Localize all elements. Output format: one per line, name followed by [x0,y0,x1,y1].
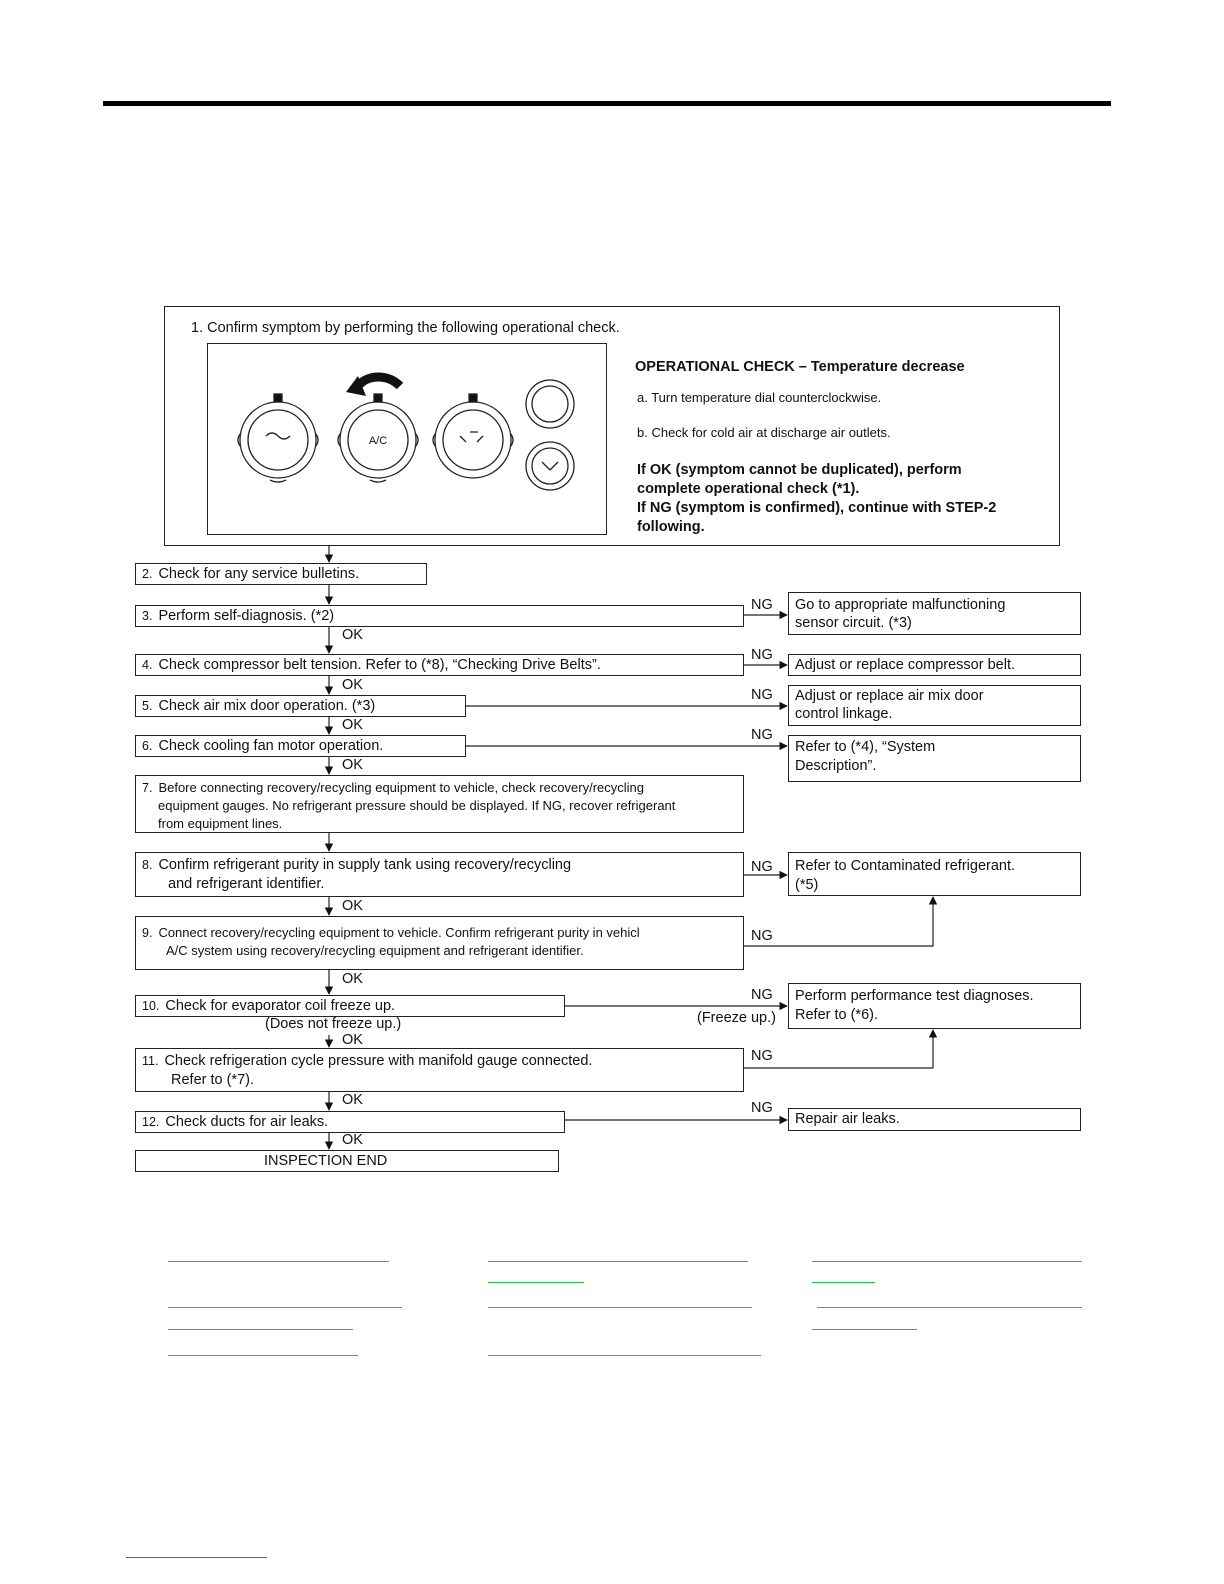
step-2-number: 2. [142,567,153,581]
result-10-line-1: Perform performance test diagnoses. [795,988,1034,1004]
reference-link-5[interactable] [812,1282,875,1283]
op-check-ok-1: If OK (symptom cannot be duplicated), perform [637,462,962,478]
step-7-line-3: from equipment lines. [158,816,283,831]
result-4-text: Adjust or replace compressor belt. [795,657,1016,673]
step-11-line-2: Refer to (*7). [171,1072,254,1088]
step-4-number: 4. [142,658,153,672]
result-10-note: (Freeze up.) [697,1010,776,1026]
step-3-number: 3. [142,609,153,623]
reference-link-3[interactable] [488,1282,584,1283]
result-6-line-1: Refer to (*4), “System [795,739,936,755]
ng-label-4: NG [751,647,773,663]
step-2-text: Check for any service bulletins. [158,566,360,582]
step-4-text: Check compressor belt tension. Refer to (*8), “Checking Drive Belts”. [158,657,601,673]
op-check-title: OPERATIONAL CHECK – Temperature decrease [635,359,965,375]
ok-label-10: OK [342,1032,363,1048]
reference-link-2[interactable] [488,1261,748,1262]
step-7-line-1: Before connecting recovery/recycling equipment to vehicle, check recovery/recycling [158,780,645,795]
step-10-text: Check for evaporator coil freeze up. [165,998,396,1014]
step-6-text: Check cooling fan motor operation. [158,738,384,754]
op-check-ok-2: complete operational check (*1). [637,481,860,497]
step-9-line-1: Connect recovery/recycling equipment to vehicle. Confirm refrigerant purity in vehicl [158,925,640,940]
step-9-line-2: A/C system using recovery/recycling equipment and refrigerant identifier. [166,943,584,958]
reference-link-7[interactable] [168,1329,353,1330]
ok-label-11: OK [342,1092,363,1108]
op-check-ng-2: following. [637,519,705,535]
reference-link-12[interactable] [488,1355,761,1356]
ng-label-3: NG [751,597,773,613]
result-5-line-1: Adjust or replace air mix door [795,688,984,704]
op-check-ng-1: If NG (symptom is confirmed), continue with STEP-2 [637,500,997,516]
step-12-text: Check ducts for air leaks. [165,1114,329,1130]
footer-link[interactable] [126,1557,267,1558]
ok-label-8: OK [342,898,363,914]
result-5-line-2: control linkage. [795,706,893,722]
ng-label-11: NG [751,1048,773,1064]
result-8-line-1: Refer to Contaminated refrigerant. [795,858,1016,874]
reference-link-6[interactable] [168,1307,402,1308]
step-9-number: 9. [142,926,153,940]
step-11-number: 11. [142,1054,159,1068]
reference-link-10[interactable] [812,1329,917,1330]
step-5-text: Check air mix door operation. (*3) [158,698,376,714]
step-1-label: 1. Confirm symptom by performing the following operational check. [191,320,620,336]
result-3-line-1: Go to appropriate malfunctioning [795,597,1006,613]
ok-label-5: OK [342,717,363,733]
ng-label-5: NG [751,687,773,703]
ok-label-9: OK [342,971,363,987]
ng-label-10: NG [751,987,773,1003]
reference-link-4[interactable] [812,1261,1082,1262]
ng-label-6: NG [751,727,773,743]
ng-label-12: NG [751,1100,773,1116]
step-8-number: 8. [142,858,153,872]
step-8-line-2: and refrigerant identifier. [168,876,325,892]
op-check-b: b. Check for cold air at discharge air outlets. [637,425,891,440]
step-11-line-1: Check refrigeration cycle pressure with manifold gauge connected. [164,1053,593,1069]
reference-link-9[interactable] [817,1307,1082,1308]
step-3-text: Perform self-diagnosis. (*2) [158,608,335,624]
result-3-line-2: sensor circuit. (*3) [795,615,912,631]
step-8-line-1: Confirm refrigerant purity in supply tank using recovery/recycling [158,857,572,873]
reference-link-8[interactable] [488,1307,752,1308]
result-10-line-2: Refer to (*6). [795,1007,878,1023]
result-8-line-2: (*5) [795,877,819,893]
op-check-a: a. Turn temperature dial counterclockwise. [637,390,882,405]
step-7-line-2: equipment gauges. No refrigerant pressure should be displayed. If NG, recover refrigerant [158,798,676,813]
reference-link-11[interactable] [168,1355,358,1356]
inspection-end-text: INSPECTION END [264,1153,388,1169]
dial-ac-label: A/C [368,435,388,447]
step-10-note: (Does not freeze up.) [265,1016,402,1032]
step-7-number: 7. [142,781,153,795]
step-6-number: 6. [142,739,153,753]
ng-label-9: NG [751,928,773,944]
result-6-line-2: Description”. [795,758,877,774]
reference-link-1[interactable] [168,1261,389,1262]
step-12-number: 12. [142,1115,160,1129]
ok-label-4: OK [342,677,363,693]
ok-label-12: OK [342,1132,363,1148]
ok-label-6: OK [342,757,363,773]
step-5-number: 5. [142,699,153,713]
result-12-text: Repair air leaks. [795,1111,900,1127]
ok-label-3: OK [342,627,363,643]
step-10-number: 10. [142,999,160,1013]
ng-label-8: NG [751,859,773,875]
